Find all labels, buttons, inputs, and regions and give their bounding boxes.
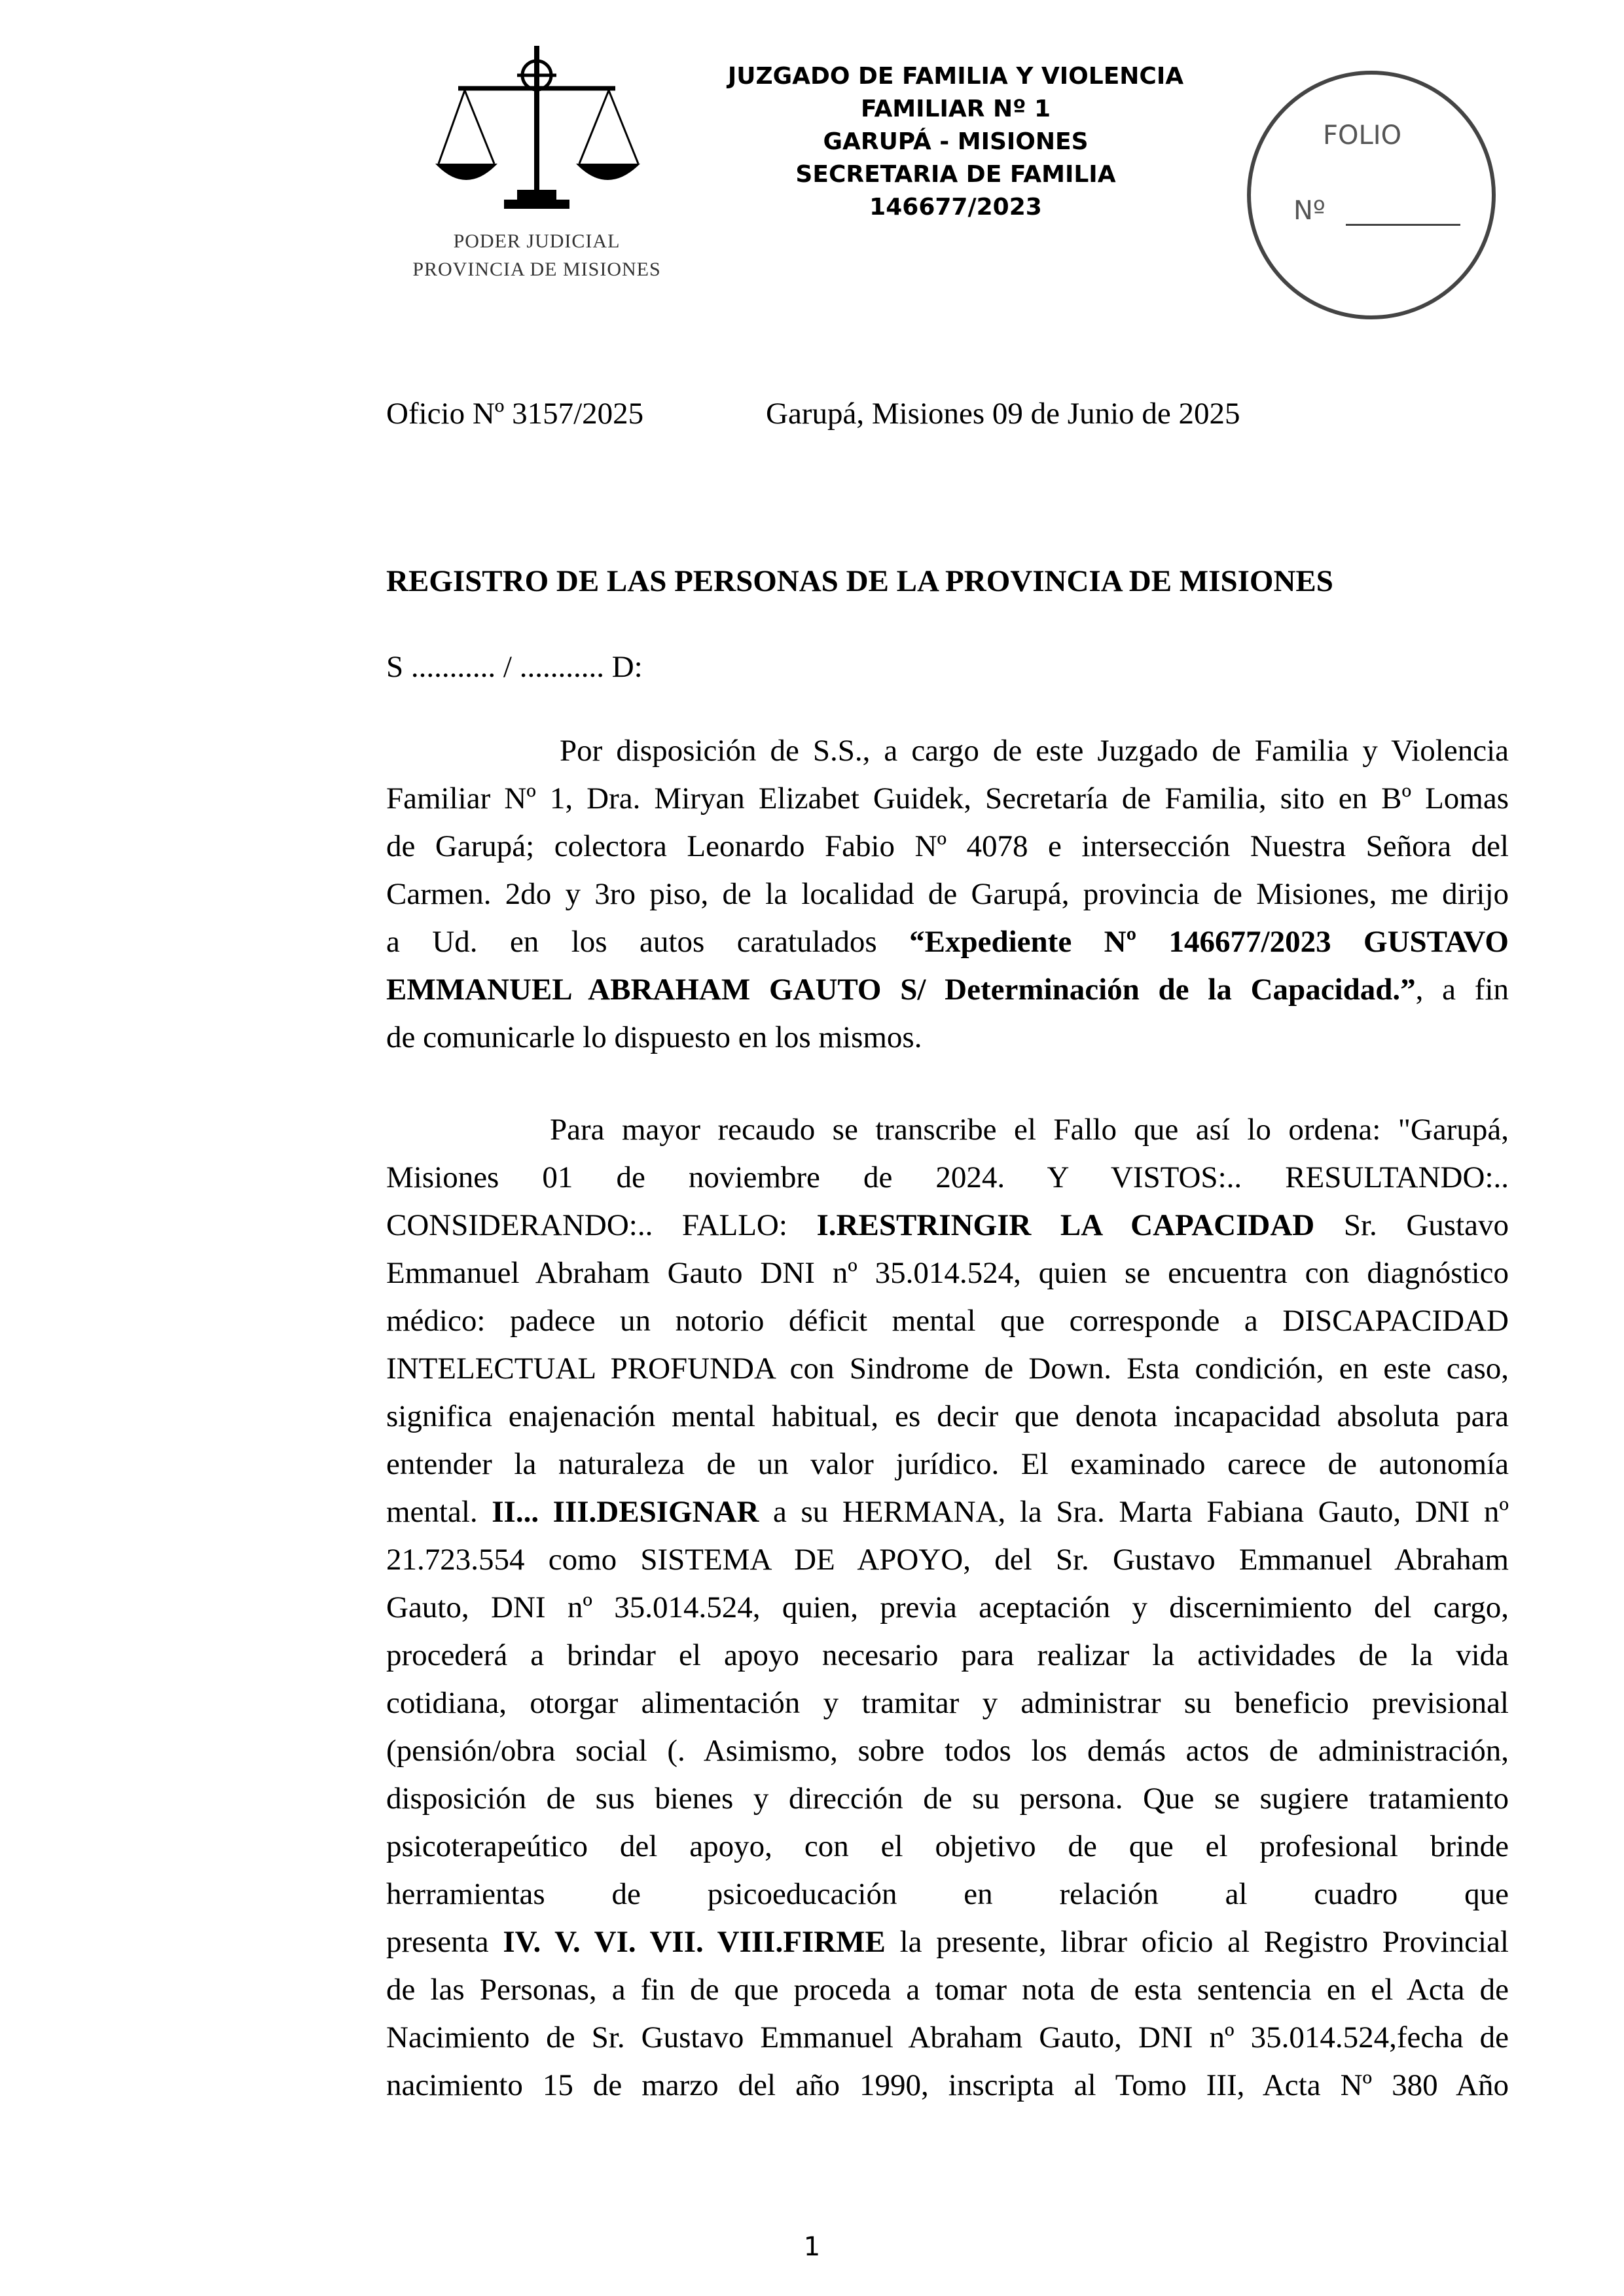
text-line: nacimiento 15 de marzo del año 1990, inscripta al Tomo III, Acta Nº 380 Año xyxy=(386,2068,1509,2102)
text-line: 21.723.554 como SISTEMA DE APOYO, del Sr. Gustavo Emmanuel Abraham xyxy=(386,1543,1509,1577)
text-line: médico: padece un notorio déficit mental que corresponde a DISCAPACIDAD xyxy=(386,1304,1509,1338)
text-line: Para mayor recaudo se transcribe el Fallo que así lo ordena: "Garupá, xyxy=(550,1113,1509,1147)
text-run: mental. xyxy=(386,1495,492,1529)
text-run-bold: EMMANUEL ABRAHAM GAUTO S/ Determinación de la Capacidad.” xyxy=(386,973,1416,1007)
text-line xyxy=(386,1488,1509,1536)
text-run-bold: “Expediente Nº 146677/2023 GUSTAVO xyxy=(909,925,1509,959)
text-run: a su HERMANA, la Sra. Marta Fabiana Gauto, DNI nº xyxy=(759,1495,1509,1529)
text-line: Nacimiento de Sr. Gustavo Emmanuel Abraham Gauto, DNI nº 35.014.524,fecha de xyxy=(386,2020,1509,2054)
folio-label: FOLIO xyxy=(1323,120,1402,151)
text-line xyxy=(386,1202,1509,1249)
text-line: cotidiana, otorgar alimentación y tramitar y administrar su beneficio previsional xyxy=(386,1686,1509,1720)
folio-number-blank xyxy=(1346,224,1460,226)
text-line: Misiones 01 de noviembre de 2024. Y VISTOS:.. RESULTANDO:.. xyxy=(386,1160,1509,1194)
text-run: presenta xyxy=(386,1925,503,1959)
recipient: REGISTRO DE LAS PERSONAS DE LA PROVINCIA DE MISIONES xyxy=(386,564,1333,598)
logo-text-provincia: PROVINCIA DE MISIONES xyxy=(412,259,661,280)
text-line: de las Personas, a fin de que proceda a tomar nota de esta sentencia en el Acta de xyxy=(386,1973,1509,2007)
court-line-3: GARUPÁ - MISIONES xyxy=(823,128,1089,155)
text-line xyxy=(386,966,1509,1014)
text-run-bold: I.RESTRINGIR LA CAPACIDAD xyxy=(816,1208,1315,1242)
folio-stamp xyxy=(1247,71,1496,319)
text-run: la presente, librar oficio al Registro Provincial xyxy=(885,1925,1509,1959)
text-line: procederá a brindar el apoyo necesario para realizar la actividades de la vida xyxy=(386,1638,1509,1672)
text-run: CONSIDERANDO:.. FALLO: xyxy=(386,1208,817,1242)
text-line: significa enajenación mental habitual, es decir que denota incapacidad absoluta para xyxy=(386,1399,1509,1433)
text-run: , a fin xyxy=(1415,973,1509,1007)
logo-text-poder-judicial: PODER JUDICIAL xyxy=(453,230,621,252)
court-line-2: FAMILIAR Nº 1 xyxy=(860,96,1051,122)
text-run: a Ud. en los autos caratulados xyxy=(386,925,910,959)
scales-of-justice-icon xyxy=(432,39,641,229)
court-line-1: JUZGADO DE FAMILIA Y VIOLENCIA xyxy=(727,63,1184,90)
folio-number-label: Nº xyxy=(1293,196,1326,226)
text-line: Gauto, DNI nº 35.014.524, quien, previa aceptación y discernimiento del cargo, xyxy=(386,1590,1509,1624)
text-line: (pensión/obra social (. Asimismo, sobre todos los demás actos de administración, xyxy=(386,1734,1509,1768)
text-line: herramientas de psicoeducación en relación al cuadro que xyxy=(386,1877,1509,1911)
date-place: Garupá, Misiones 09 de Junio de 2025 xyxy=(766,397,1240,431)
text-run-bold: IV. V. VI. VII. VIII.FIRME xyxy=(503,1925,886,1959)
salutation: S ........... / ........... D: xyxy=(386,650,643,684)
text-line: entender la naturaleza de un valor jurídico. El examinado carece de autonomía xyxy=(386,1447,1509,1481)
text-line: de comunicarle lo dispuesto en los mismos. xyxy=(386,1020,922,1054)
text-run: Sr. Gustavo xyxy=(1314,1208,1509,1242)
oficio-number: Oficio Nº 3157/2025 xyxy=(386,397,644,431)
text-line: psicoterapeútico del apoyo, con el objetivo de que el profesional brinde xyxy=(386,1829,1509,1863)
court-line-4: SECRETARIA DE FAMILIA xyxy=(795,161,1116,188)
case-number: 146677/2023 xyxy=(869,194,1042,221)
court-seal-logo xyxy=(393,39,681,288)
text-line xyxy=(386,1918,1509,1966)
text-line: disposición de sus bienes y dirección de su persona. Que se sugiere tratamiento xyxy=(386,1782,1509,1816)
text-line: de Garupá; colectora Leonardo Fabio Nº 4078 e intersección Nuestra Señora del xyxy=(386,829,1509,863)
text-line: Por disposición de S.S., a cargo de este Juzgado de Familia y Violencia xyxy=(560,734,1509,768)
court-header xyxy=(668,60,1244,224)
text-line: Carmen. 2do y 3ro piso, de la localidad de Garupá, provincia de Misiones, me dirijo xyxy=(386,877,1509,911)
text-line xyxy=(386,918,1509,966)
text-line: Emmanuel Abraham Gauto DNI nº 35.014.524, quien se encuentra con diagnóstico xyxy=(386,1256,1509,1290)
page-number: 1 xyxy=(803,2232,821,2262)
text-run-bold: II... III.DESIGNAR xyxy=(492,1495,759,1529)
text-line: Familiar Nº 1, Dra. Miryan Elizabet Guidek, Secretaría de Familia, sito en Bº Lomas xyxy=(386,781,1509,816)
text-line: INTELECTUAL PROFUNDA con Sindrome de Down. Esta condición, en este caso, xyxy=(386,1352,1509,1386)
